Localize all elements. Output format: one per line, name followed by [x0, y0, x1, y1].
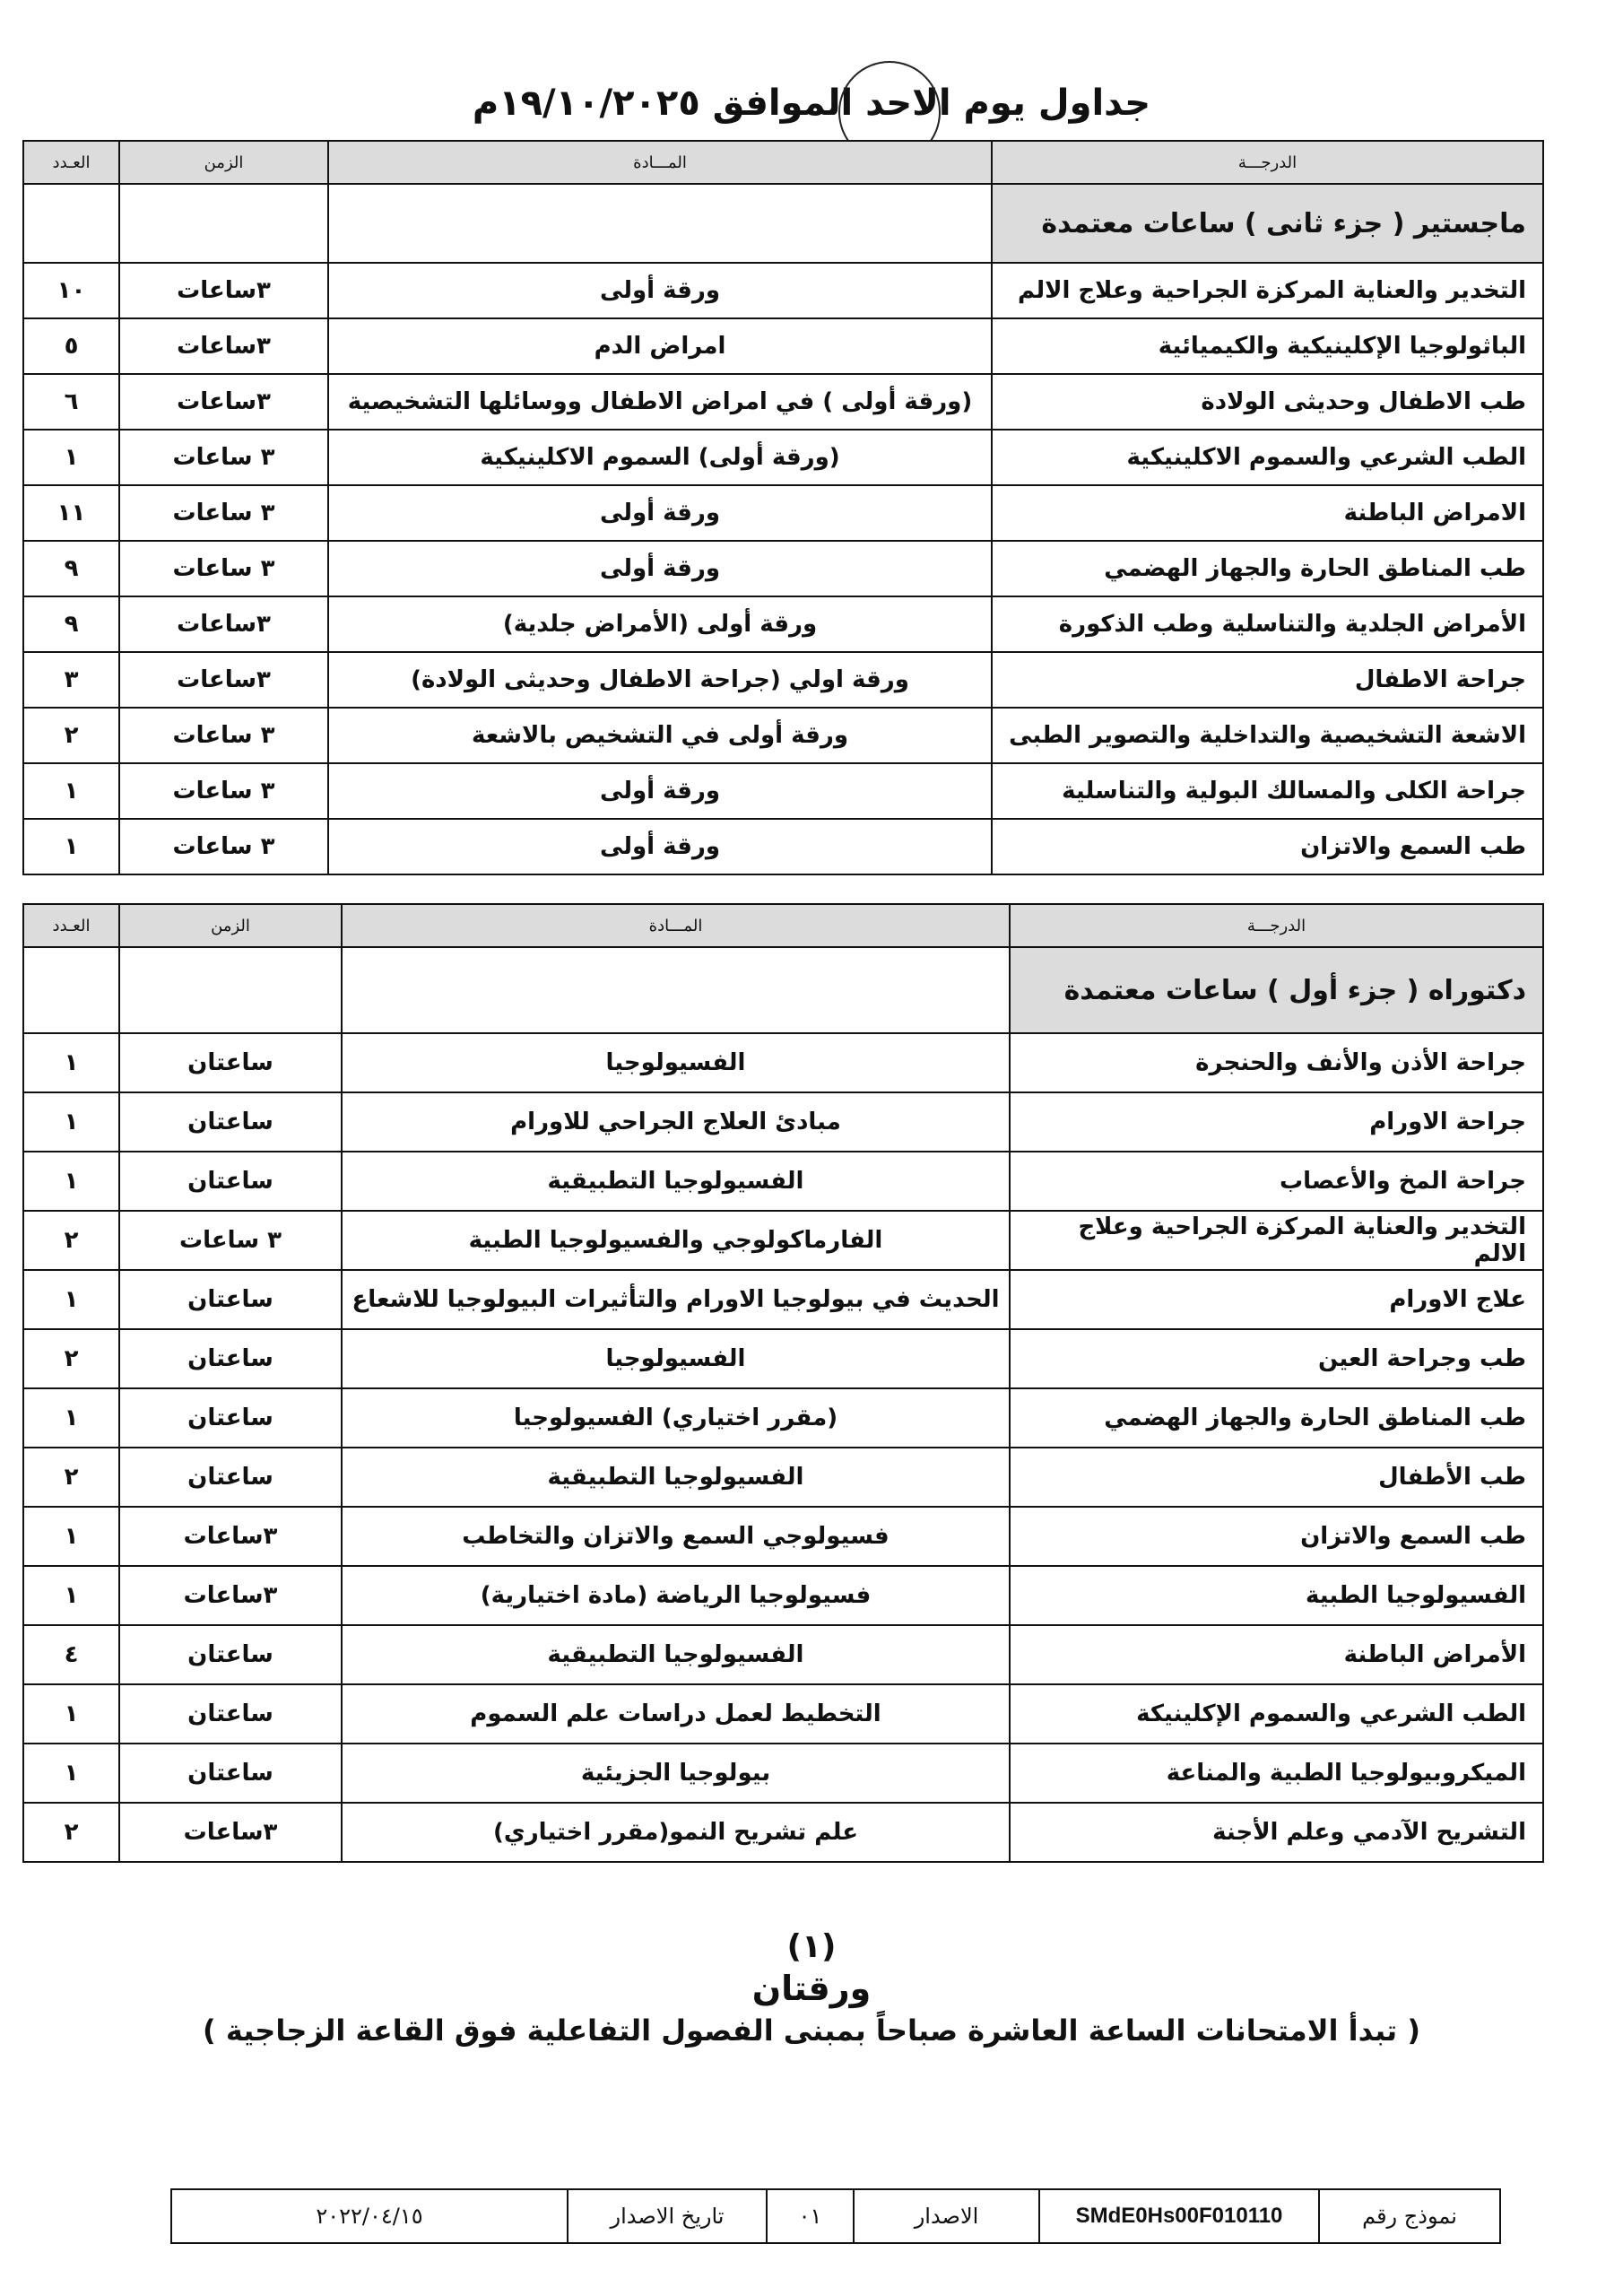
table-row [23, 1803, 1543, 1862]
count-cell: ٩ [23, 596, 119, 652]
subject-cell: الحديث في بيولوجيا الاورام والتأثيرات البيولوجيا للاشعاع [342, 1270, 1010, 1329]
table-row [23, 1270, 1543, 1329]
doctorate-table [22, 903, 1544, 1863]
degree-cell: طب المناطق الحارة والجهاز الهضمي [1010, 1388, 1543, 1448]
time-cell: ٣ ساعات [119, 430, 328, 485]
degree-cell: التخدير والعناية المركزة الجراحية وعلاج الالم [1010, 1211, 1543, 1270]
degree-cell: طب السمع والاتزان [992, 819, 1543, 874]
degree-cell: الباثولوجيا الإكلينيكية والكيميائية [992, 318, 1543, 374]
degree-cell: الأمراض الباطنة [1010, 1625, 1543, 1684]
subject-cell: الفارماكولوجي والفسيولوجيا الطبية [342, 1211, 1010, 1270]
header-time: الزمن [119, 904, 342, 947]
time-cell: ٣ساعات [119, 318, 328, 374]
subject-cell: فسيولوجي السمع والاتزان والتخاطب [342, 1507, 1010, 1566]
time-cell: ساعتان [119, 1388, 342, 1448]
header-count: العـدد [23, 141, 119, 184]
time-cell: ٣ ساعات [119, 485, 328, 541]
degree-cell: الطب الشرعي والسموم الإكلينيكة [1010, 1684, 1543, 1744]
count-cell: ٥ [23, 318, 119, 374]
header-count: العـدد [23, 904, 119, 947]
subject-cell: علم تشريح النمو(مقرر اختياري) [342, 1803, 1010, 1862]
degree-cell: جراحة الاطفال [992, 652, 1543, 708]
count-cell: ١ [23, 430, 119, 485]
table-row [23, 1092, 1543, 1152]
section-row [23, 947, 1543, 1033]
subject-cell: ورقة أولى [328, 819, 992, 874]
time-cell: ساعتان [119, 1448, 342, 1507]
count-cell: ٢ [23, 1329, 119, 1388]
papers-label: ورقتان [751, 1969, 872, 2008]
time-cell: ساعتان [119, 1625, 342, 1684]
count-cell: ١ [23, 1684, 119, 1744]
time-cell: ٣ساعات [119, 652, 328, 708]
time-cell: ٣ساعات [119, 1803, 342, 1862]
degree-cell: الميكروبيولوجيا الطبية والمناعة [1010, 1744, 1543, 1803]
degree-cell: جراحة المخ والأعصاب [1010, 1152, 1543, 1211]
time-cell: ٣ ساعات [119, 708, 328, 763]
table-row [23, 596, 1543, 652]
time-cell: ساعتان [119, 1270, 342, 1329]
issue-date: ٢٠٢٢/٠٤/١٥ [316, 2204, 423, 2229]
degree-cell: الفسيولوجيا الطبية [1010, 1566, 1543, 1625]
time-cell: ٣ساعات [119, 1507, 342, 1566]
degree-cell: علاج الاورام [1010, 1270, 1543, 1329]
subject-cell: امراض الدم [328, 318, 992, 374]
count-cell: ١ [23, 1744, 119, 1803]
table-row [23, 652, 1543, 708]
degree-cell: طب وجراحة العين [1010, 1329, 1543, 1388]
degree-cell: التشريح الآدمي وعلم الأجنة [1010, 1803, 1543, 1862]
table-row [23, 1566, 1543, 1625]
form-number: SMdE0Hs00F010110 [1038, 2190, 1318, 2242]
count-cell: ٢ [23, 1803, 119, 1862]
count-cell: ٢ [23, 1211, 119, 1270]
table-row [23, 1507, 1543, 1566]
degree-cell: التخدير والعناية المركزة الجراحية وعلاج الالم [992, 263, 1543, 318]
time-cell: ٣ ساعات [119, 763, 328, 819]
header-subject: المـــادة [328, 141, 992, 184]
table-row [23, 430, 1543, 485]
time-cell: ٣ساعات [119, 1566, 342, 1625]
count-cell: ٦ [23, 374, 119, 430]
issue-label: الاصدار [853, 2190, 1038, 2242]
time-cell: ساعتان [119, 1092, 342, 1152]
count-cell: ١ [23, 1507, 119, 1566]
table-row [23, 263, 1543, 318]
subject-cell: ورقة أولى [328, 763, 992, 819]
count-cell: ٩ [23, 541, 119, 596]
count-cell: ١ [23, 819, 119, 874]
table-row [23, 374, 1543, 430]
table-header [23, 904, 1543, 947]
table-row [23, 485, 1543, 541]
subject-cell: (مقرر اختياري) الفسيولوجيا [342, 1388, 1010, 1448]
degree-cell: جراحة الكلى والمسالك البولية والتناسلية [992, 763, 1543, 819]
subject-cell: (ورقة أولى) السموم الاكلينيكية [328, 430, 992, 485]
count-cell: ١ [23, 1270, 119, 1329]
degree-cell: الاشعة التشخيصية والتداخلية والتصوير الطبى [992, 708, 1543, 763]
subject-cell: الفسيولوجيا التطبيقية [342, 1448, 1010, 1507]
count-cell: ١١ [23, 485, 119, 541]
subject-cell: فسيولوجيا الرياضة (مادة اختيارية) [342, 1566, 1010, 1625]
form-info-strip [170, 2188, 1501, 2244]
subject-cell: الفسيولوجيا [342, 1329, 1010, 1388]
subject-cell: ورقة أولى في التشخيص بالاشعة [328, 708, 992, 763]
count-cell: ٤ [23, 1625, 119, 1684]
subject-cell: مبادئ العلاج الجراحي للاورام [342, 1092, 1010, 1152]
header-degree: الدرجـــة [1010, 904, 1543, 947]
table-row [23, 1033, 1543, 1092]
count-cell: ١ [23, 763, 119, 819]
count-cell: ٣ [23, 652, 119, 708]
subject-cell: بيولوجيا الجزيئية [342, 1744, 1010, 1803]
degree-cell: طب المناطق الحارة والجهاز الهضمي [992, 541, 1543, 596]
count-cell: ٢ [23, 1448, 119, 1507]
time-cell: ٣ ساعات [119, 541, 328, 596]
table-row [23, 318, 1543, 374]
subject-cell: ورقة أولى [328, 541, 992, 596]
section-title: ماجستير ( جزء ثانى ) ساعات معتمدة [992, 184, 1543, 263]
section-title: دكتوراه ( جزء أول ) ساعات معتمدة [1010, 947, 1543, 1033]
time-cell: ٣ساعات [119, 263, 328, 318]
degree-cell: الامراض الباطنة [992, 485, 1543, 541]
table-row [23, 1625, 1543, 1684]
table-row [23, 1448, 1543, 1507]
issue-date-label: تاريخ الاصدار [567, 2190, 766, 2242]
subject-cell: ورقة أولى [328, 263, 992, 318]
masters-table [22, 140, 1544, 875]
time-cell: ساعتان [119, 1033, 342, 1092]
time-cell: ساعتان [119, 1329, 342, 1388]
header-subject: المـــادة [342, 904, 1010, 947]
table-row [23, 763, 1543, 819]
degree-cell: الأمراض الجلدية والتناسلية وطب الذكورة [992, 596, 1543, 652]
time-cell: ٣ساعات [119, 374, 328, 430]
table-row [23, 819, 1543, 874]
degree-cell: طب السمع والاتزان [1010, 1507, 1543, 1566]
table-row [23, 1211, 1543, 1270]
table-row [23, 1744, 1543, 1803]
degree-cell: طب الأطفال [1010, 1448, 1543, 1507]
count-cell: ١ [23, 1566, 119, 1625]
count-cell: ١ [23, 1388, 119, 1448]
subject-cell: التخطيط لعمل دراسات علم السموم [342, 1684, 1010, 1744]
header-degree: الدرجـــة [992, 141, 1543, 184]
time-cell: ساعتان [119, 1152, 342, 1211]
page-title: جداول يوم الاحد الموافق ١٩/١٠/٢٠٢٥م [472, 83, 1151, 124]
section-row [23, 184, 1543, 263]
subject-cell: (ورقة أولى ) في امراض الاطفال ووسائلها التشخيصية [328, 374, 992, 430]
table-row [23, 1152, 1543, 1211]
subject-cell: ورقة اولي (جراحة الاطفال وحديثى الولادة) [328, 652, 992, 708]
header-time: الزمن [119, 141, 328, 184]
count-cell: ١ [23, 1152, 119, 1211]
subject-cell: ورقة أولى (الأمراض جلدية) [328, 596, 992, 652]
form-label: نموذج رقم [1318, 2190, 1499, 2242]
exam-note: ( تبدأ الامتحانات الساعة العاشرة صباحاً بمبنى الفصول التفاعلية فوق القاعة الزجاجية ) [203, 2013, 1420, 2048]
table-row [23, 708, 1543, 763]
subject-cell: الفسيولوجيا [342, 1033, 1010, 1092]
table-row [23, 1684, 1543, 1744]
time-cell: ساعتان [119, 1684, 342, 1744]
table-row [23, 1329, 1543, 1388]
degree-cell: جراحة الأذن والأنف والحنجرة [1010, 1033, 1543, 1092]
time-cell: ٣ ساعات [119, 819, 328, 874]
degree-cell: طب الاطفال وحديثى الولادة [992, 374, 1543, 430]
time-cell: ٣ ساعات [119, 1211, 342, 1270]
subject-cell: الفسيولوجيا التطبيقية [342, 1152, 1010, 1211]
table-header [23, 141, 1543, 184]
count-cell: ١٠ [23, 263, 119, 318]
page-number: (١) [786, 1928, 837, 1965]
degree-cell: الطب الشرعي والسموم الاكلينيكية [992, 430, 1543, 485]
table-row [23, 541, 1543, 596]
degree-cell: جراحة الاورام [1010, 1092, 1543, 1152]
table-row [23, 1388, 1543, 1448]
count-cell: ١ [23, 1033, 119, 1092]
count-cell: ١ [23, 1092, 119, 1152]
time-cell: ساعتان [119, 1744, 342, 1803]
issue-number: ٠١ [766, 2190, 853, 2242]
subject-cell: ورقة أولى [328, 485, 992, 541]
count-cell: ٢ [23, 708, 119, 763]
subject-cell: الفسيولوجيا التطبيقية [342, 1625, 1010, 1684]
time-cell: ٣ساعات [119, 596, 328, 652]
